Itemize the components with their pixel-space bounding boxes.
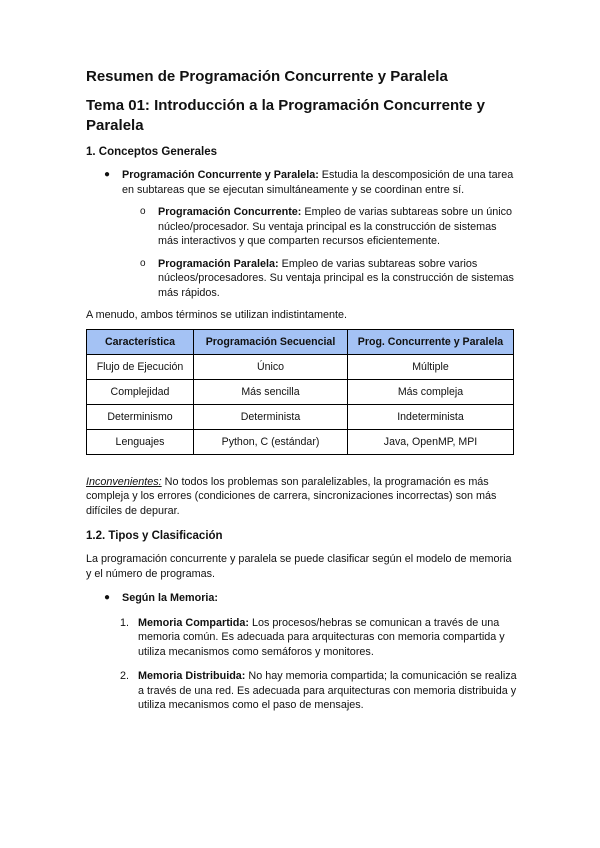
- list-item: [86, 168, 518, 197]
- term-label: Según la Memoria:: [122, 592, 218, 604]
- table-cell: Flujo de Ejecución: [87, 354, 194, 379]
- term-label: Programación Concurrente:: [158, 206, 302, 218]
- inconvenientes-label: Inconvenientes:: [86, 475, 162, 488]
- bullet-circle-icon: o: [140, 257, 146, 269]
- table-row: [87, 354, 514, 379]
- intro-paragraph: La programación concurrente y paralela se puede clasificar según el modelo de memoria y el número de programas.: [86, 553, 512, 580]
- document-title: Resumen de Programación Concurrente y Paralela: [86, 68, 448, 85]
- term-text: Empleo de varias subtareas sobre un único núcleo/procesador. Su ventaja principal es la construcción de sistemas más interactivos y que comparten recursos eficientemente.: [158, 206, 513, 247]
- section-heading-tipos: 1.2. Tipos y Clasificación: [86, 530, 223, 542]
- table-cell: Indeterminista: [348, 404, 514, 429]
- table-cell: Determinismo: [87, 404, 194, 429]
- table-cell: Complejidad: [87, 379, 194, 404]
- table-cell: Múltiple: [348, 354, 514, 379]
- note-text: A menudo, ambos términos se utilizan indistintamente.: [86, 309, 348, 321]
- term-label: Memoria Distribuida:: [138, 670, 246, 682]
- bullet-disc-icon: ●: [104, 592, 111, 603]
- table-cell: Lenguajes: [87, 429, 194, 454]
- item-number: 2.: [120, 670, 130, 682]
- numbered-item: [86, 616, 518, 660]
- term-label: Programación Paralela:: [158, 257, 279, 270]
- term-text: No hay memoria compartida; la comunicación se realiza a través de una red. Es adecuada para arquitecturas con memoria distribuida y utiliza mecanismos como el paso de mensajes.: [138, 670, 517, 711]
- list-item: [86, 257, 518, 301]
- numbered-item: [86, 669, 518, 713]
- term-label: Programación Concurrente y Paralela:: [122, 169, 319, 181]
- inconvenientes-text: No todos los problemas son paralelizables, la programación es más compleja y los errores (condiciones de carrera, sincronizaciones incorrectas) son más difíciles de depurar.: [86, 475, 497, 517]
- section-heading-conceptos: 1. Conceptos Generales: [86, 146, 218, 158]
- table-cell: Java, OpenMP, MPI: [348, 429, 514, 454]
- column-header: Característica: [87, 329, 194, 354]
- comparison-table: [86, 329, 514, 455]
- table-cell: Único: [194, 354, 348, 379]
- list-item: [86, 591, 518, 606]
- inconvenientes-paragraph: [86, 475, 518, 519]
- table-cell: Más compleja: [348, 379, 514, 404]
- term-text: Estudia la descomposición de una tarea en subtareas que se ejecutan simultáneamente y se coordinan entre sí.: [122, 169, 514, 196]
- term-text: Los procesos/hebras se comunican a través de una memoria común. Es adecuada para arquitecturas con memoria compartida y utiliza mecanismos como semáforos y monitores.: [138, 616, 505, 658]
- term-text: Empleo de varias subtareas sobre varios núcleos/procesadores. Su ventaja principal es la construcción de sistemas más rápidos.: [158, 257, 514, 299]
- topic-heading: Tema 01: Introducción a la Programación Concurrente y Paralela: [86, 97, 485, 134]
- table-row: [87, 429, 514, 454]
- term-label: Memoria Compartida:: [138, 616, 249, 629]
- bullet-disc-icon: ●: [104, 169, 111, 180]
- table-row: [87, 379, 514, 404]
- bullet-circle-icon: o: [140, 206, 146, 217]
- item-number: 1.: [120, 616, 130, 629]
- column-header: Programación Secuencial: [194, 329, 348, 354]
- table-header-row: [87, 329, 514, 354]
- table-cell: Más sencilla: [194, 379, 348, 404]
- list-item: [86, 205, 518, 249]
- table-cell: Python, C (estándar): [194, 429, 348, 454]
- column-header: Prog. Concurrente y Paralela: [348, 329, 514, 354]
- table-row: [87, 404, 514, 429]
- table-cell: Determinista: [194, 404, 348, 429]
- document-page: [86, 66, 518, 713]
